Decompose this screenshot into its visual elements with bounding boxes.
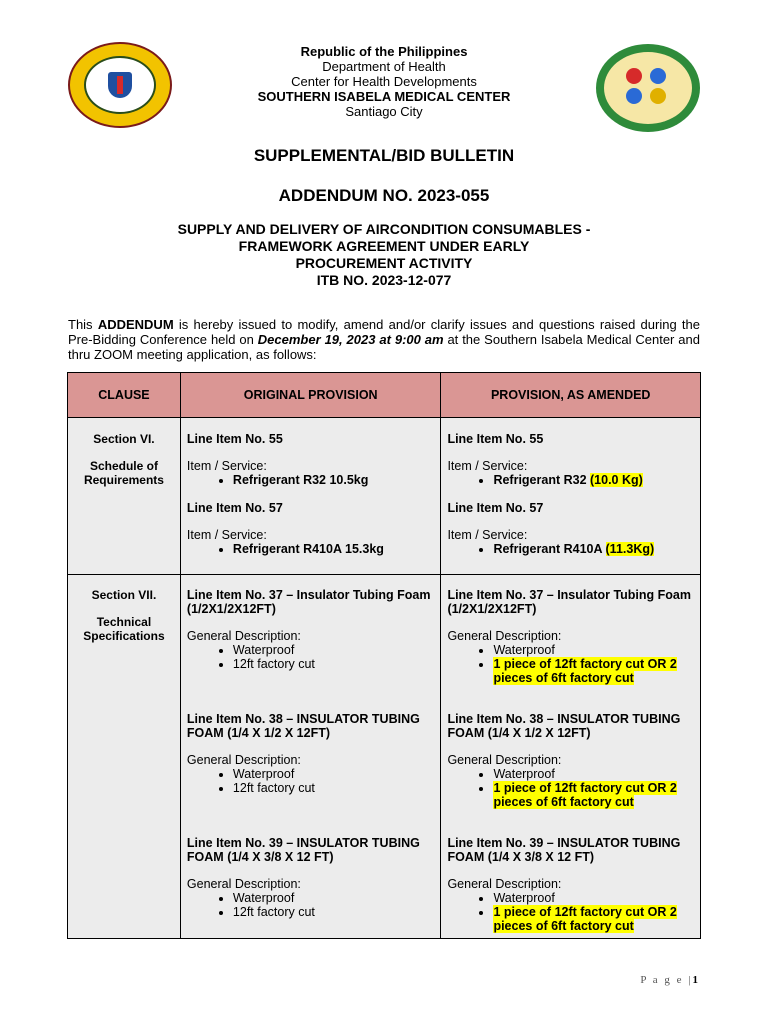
amended-value-highlight: 1 piece of 12ft factory cut OR 2 pieces of 6ft factory cut [493, 781, 677, 809]
simc-seal-inner [604, 52, 692, 124]
line-item-label: Line Item No. 55 [447, 432, 544, 446]
line-item-label: Line Item No. 38 – INSULATOR TUBING FOAM (1/4 X 1/2 X 12FT) [186, 712, 420, 740]
subject-line: FRAMEWORK AGREEMENT UNDER EARLY [238, 238, 530, 254]
itb-number: ITB NO. 2023-12-077 [316, 272, 452, 288]
list-item: • Waterproof [493, 891, 694, 905]
general-description-label: General Description: [186, 877, 301, 891]
intro-paragraph [68, 317, 700, 362]
item-service-label: Item / Service: [447, 528, 528, 542]
general-description-label: General Description: [447, 877, 562, 891]
list-item: • Waterproof [493, 643, 694, 657]
item-name: Refrigerant R32 [493, 473, 590, 487]
intro-text: at the Southern Isabela Medical Center and thru ZOOM meeting application, as follows: [68, 332, 700, 362]
amended-value-highlight: (10.0 Kg) [590, 473, 643, 487]
column-header-original: ORIGINAL PROVISION [180, 373, 441, 418]
header-hospital: SOUTHERN ISABELA MEDICAL CENTER [257, 89, 511, 104]
general-description-label: General Description: [447, 753, 562, 767]
doh-cross-icon [108, 72, 132, 98]
table-row [68, 575, 701, 939]
doh-seal-logo [68, 42, 172, 128]
list-item [493, 473, 694, 487]
header-department: Department of Health [322, 59, 446, 74]
list-item: • 12ft factory cut [233, 905, 435, 919]
line-item-label: Line Item No. 57 [447, 501, 544, 515]
subject-line: PROCUREMENT ACTIVITY [295, 255, 473, 271]
clause-title: Technical Specifications [83, 615, 165, 643]
simc-quadrant-icon [626, 88, 642, 104]
amended-value-highlight: 1 piece of 12ft factory cut OR 2 pieces of 6ft factory cut [493, 657, 677, 685]
column-header-amended: PROVISION, AS AMENDED [441, 373, 701, 418]
intro-addendum-word: ADDENDUM [97, 317, 174, 332]
table-row [68, 418, 701, 575]
original-provision-cell [180, 418, 441, 575]
general-description-label: General Description: [447, 629, 562, 643]
amended-value-highlight: (11.3Kg) [605, 542, 655, 556]
list-item: • Waterproof [233, 767, 435, 781]
addendum-number: ADDENDUM NO. 2023-055 [278, 186, 490, 205]
doh-seal-inner [84, 56, 156, 114]
conference-date: December 19, 2023 at 9:00 am [257, 332, 444, 347]
list-item [493, 542, 694, 556]
general-description-label: General Description: [186, 753, 301, 767]
line-item-label: Line Item No. 39 – INSULATOR TUBING FOAM (1/4 X 3/8 X 12 FT) [447, 836, 681, 864]
page-number: 1 [692, 974, 700, 986]
list-item: • Refrigerant R32 10.5kg [233, 473, 435, 487]
list-item: • Waterproof [233, 643, 435, 657]
agency-header [180, 44, 588, 119]
line-item-label: Line Item No. 37 – Insulator Tubing Foam (1/2X1/2X12FT) [447, 588, 691, 616]
list-item: • 12ft factory cut [233, 657, 435, 671]
list-item: • 12ft factory cut [233, 781, 435, 795]
list-item [493, 905, 694, 933]
simc-quadrant-icon [650, 88, 666, 104]
line-item-label: Line Item No. 38 – INSULATOR TUBING FOAM (1/4 X 1/2 X 12FT) [447, 712, 681, 740]
line-item-label: Line Item No. 37 – Insulator Tubing Foam (1/2X1/2X12FT) [186, 588, 431, 616]
simc-quadrant-icon [650, 68, 666, 84]
original-provision-cell [180, 575, 441, 939]
procurement-subject [0, 221, 768, 289]
clause-section: Section VII. [91, 588, 157, 602]
header-city: Santiago City [345, 104, 423, 119]
bulletin-title: SUPPLEMENTAL/BID BULLETIN [253, 146, 515, 165]
line-item-label: Line Item No. 39 – INSULATOR TUBING FOAM (1/4 X 3/8 X 12 FT) [186, 836, 420, 864]
amended-value-highlight: 1 piece of 12ft factory cut OR 2 pieces of 6ft factory cut [493, 905, 677, 933]
list-item: • Waterproof [233, 891, 435, 905]
intro-text: This [68, 317, 98, 332]
item-name: Refrigerant R410A [493, 542, 606, 556]
amendment-table [67, 372, 701, 939]
line-item-label: Line Item No. 55 [186, 432, 283, 446]
list-item [493, 781, 694, 809]
intro-text: is hereby issued to modify, amend and/or clarify issues and questions raised during the Pre-Bidding Conference held on [68, 317, 701, 347]
page-footer [640, 974, 700, 986]
item-service-label: Item / Service: [186, 528, 267, 542]
list-item [493, 657, 694, 685]
line-item-label: Line Item No. 57 [186, 501, 283, 515]
simc-quadrant-icon [626, 68, 642, 84]
table-header-row [68, 373, 701, 418]
amended-provision-cell [441, 418, 701, 575]
clause-cell [68, 575, 181, 939]
simc-seal-logo [596, 44, 700, 132]
general-description-label: General Description: [186, 629, 301, 643]
page-label: P a g e | [640, 974, 693, 986]
clause-cell [68, 418, 181, 575]
item-service-label: Item / Service: [447, 459, 528, 473]
list-item: • Refrigerant R410A 15.3kg [233, 542, 435, 556]
list-item: • Waterproof [493, 767, 694, 781]
clause-title: Schedule of Requirements [83, 459, 164, 487]
header-republic: Republic of the Philippines [300, 44, 468, 59]
amended-provision-cell [441, 575, 701, 939]
item-service-label: Item / Service: [186, 459, 267, 473]
clause-section: Section VI. [93, 432, 155, 446]
column-header-clause: CLAUSE [68, 373, 181, 418]
subject-line: SUPPLY AND DELIVERY OF AIRCONDITION CONSUMABLES - [177, 221, 591, 237]
header-center: Center for Health Developments [291, 74, 477, 89]
